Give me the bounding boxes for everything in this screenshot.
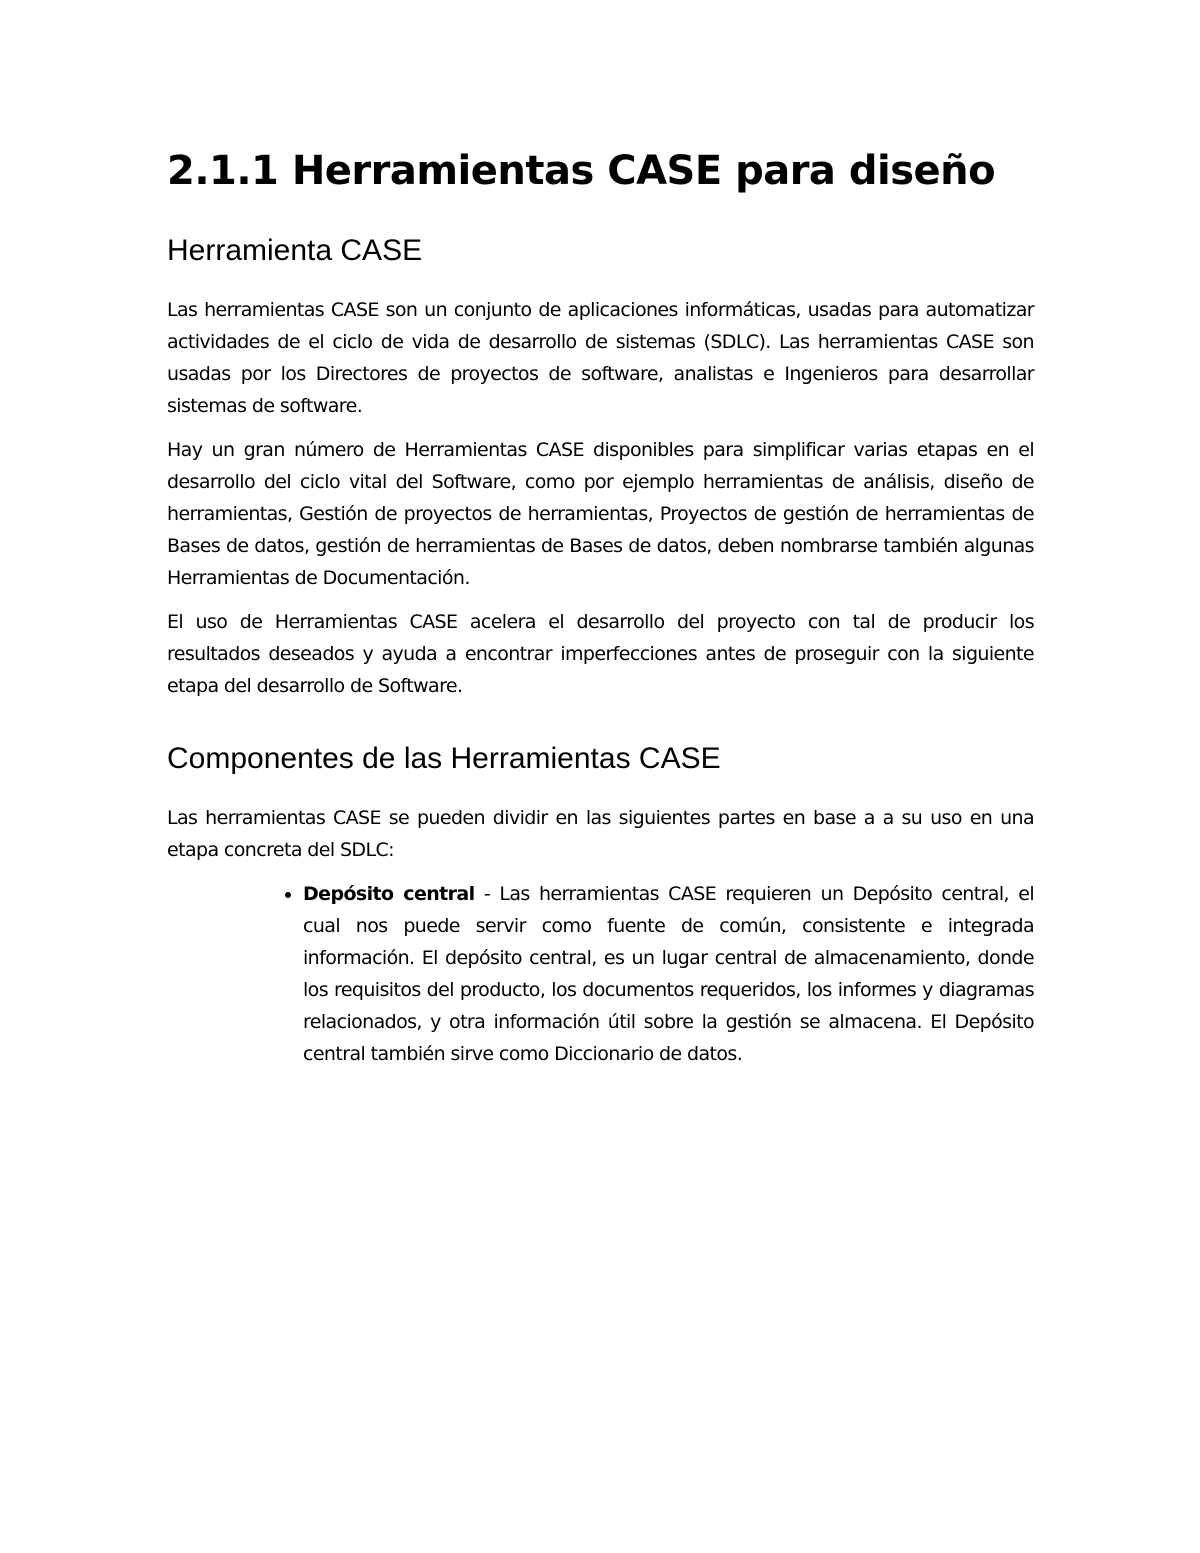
paragraph: Hay un gran número de Herramientas CASE disponibles para simplificar varias etapas en el desarrollo del ciclo vital del Software, como por ejemplo herramientas de análisis, diseño de herramientas, Gestión de proyectos de herramientas, Proyectos de gestión de herramientas de Bases de datos, gestión de herramientas de Bases de datos, deben nombrarse también algunas Herramientas de Documentación.	[167, 439, 1034, 589]
bullet-list	[167, 878, 1034, 1070]
section-heading: Componentes de las Herramientas CASE	[167, 742, 721, 775]
paragraph: Las herramientas CASE se pueden dividir en las siguientes partes en base a a su uso en una etapa concreta del SDLC:	[167, 807, 1034, 861]
paragraph: El uso de Herramientas CASE acelera el desarrollo del proyecto con tal de producir los resultados deseados y ayuda a encontrar imperfecciones antes de proseguir con la siguiente etapa del desarrollo de Software.	[167, 611, 1034, 697]
list-item-term: Depósito central	[303, 883, 475, 905]
paragraph: Las herramientas CASE son un conjunto de aplicaciones informáticas, usadas para automatizar actividades de el ciclo de vida de desarrollo de sistemas (SDLC). Las herramientas CASE son usadas por los Directores de proyectos de software, analistas e Ingenieros para desarrollar sistemas de software.	[167, 299, 1034, 417]
page-title: 2.1.1 Herramientas CASE para diseño	[167, 148, 996, 194]
list-item-text: - Las herramientas CASE requieren un Depósito central, el cual nos puede servir como fuente de común, consistente e integrada información. El depósito central, es un lugar central de almacenamiento, donde los requisitos del producto, los documentos requeridos, los informes y diagramas relacionados, y otra información útil sobre la gestión se almacena. El Depósito central también sirve como Diccionario de datos.	[303, 883, 1034, 1065]
section-heading: Herramienta CASE	[167, 234, 423, 267]
document-content	[167, 148, 1034, 1070]
list-item	[303, 878, 1034, 1070]
